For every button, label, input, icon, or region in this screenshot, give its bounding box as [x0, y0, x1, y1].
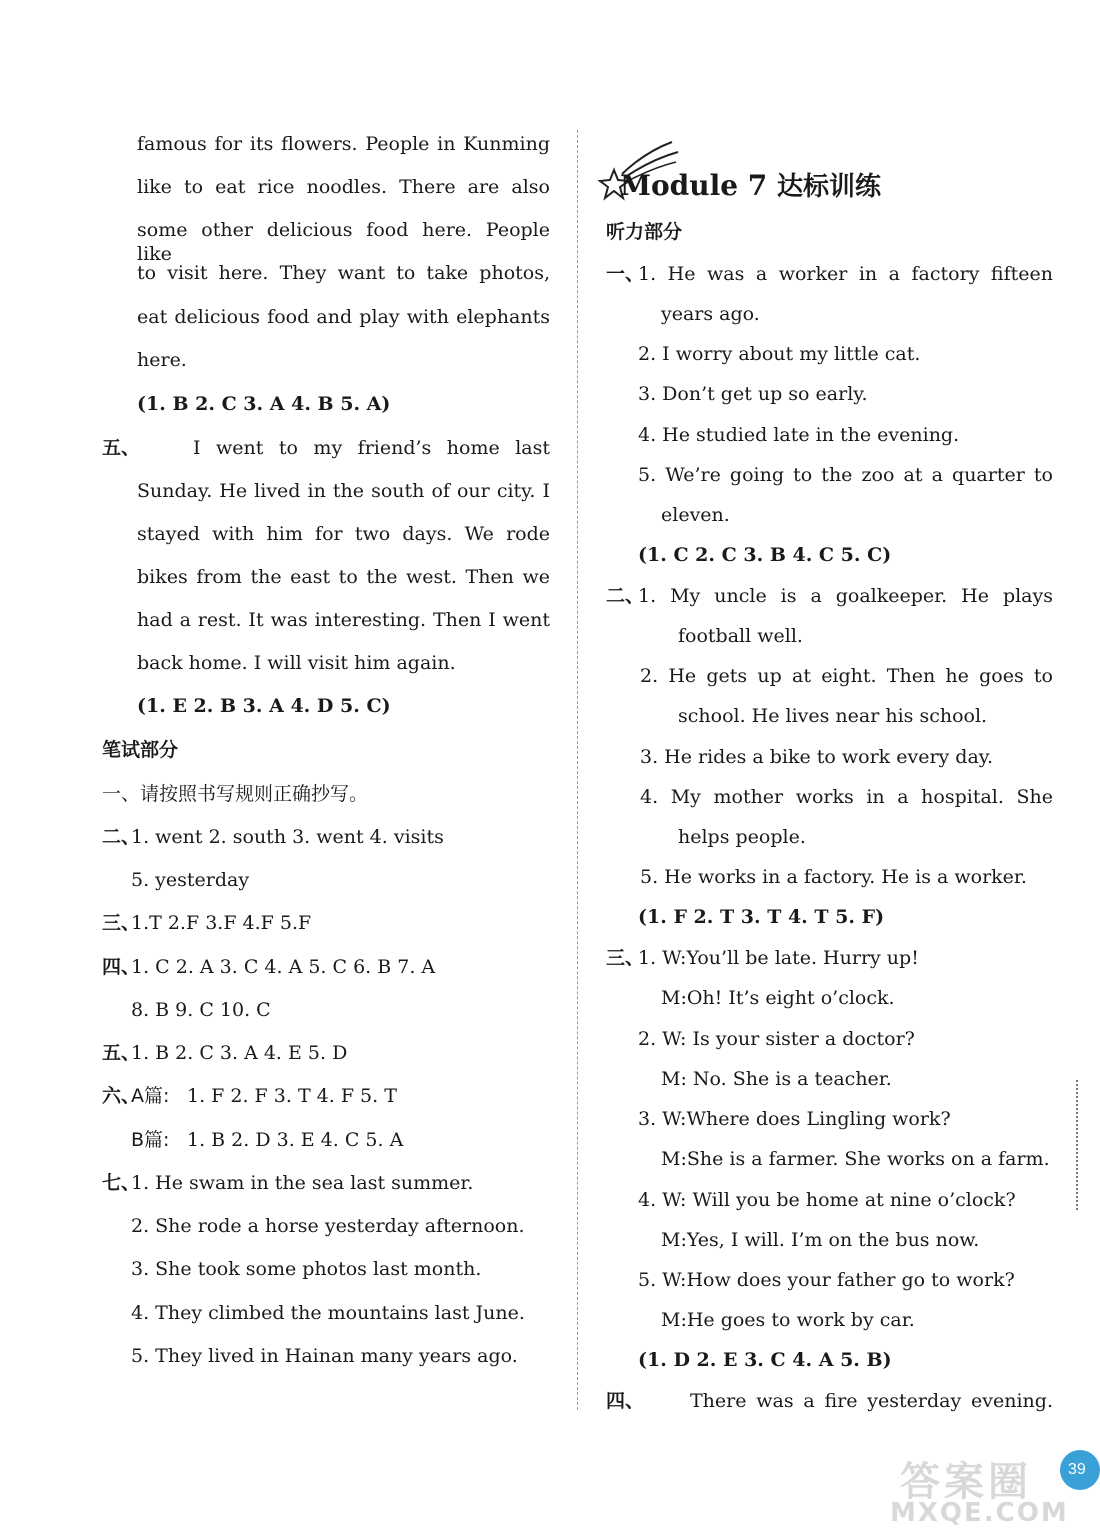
- answer-key: (1. E 2. B 3. A 4. D 5. C): [137, 695, 391, 717]
- column-divider: [577, 130, 578, 1410]
- answer-key: (1. D 2. E 3. C 4. A 5. B): [638, 1349, 892, 1371]
- text-line: 1. B 2. D 3. E 4. C 5. A: [187, 1129, 404, 1151]
- text-line: 2. She rode a horse yesterday afternoon.: [131, 1215, 525, 1237]
- text-line: I went to my friend’s home last: [193, 437, 550, 459]
- text-line: to visit here. They want to take photos,: [137, 262, 550, 284]
- text-line: stayed with him for two days. We rode: [137, 523, 550, 545]
- text-line: 一、请按照书写规则正确抄写。: [102, 783, 369, 805]
- text-line: 1. F 2. F 3. T 4. F 5. T: [187, 1085, 397, 1107]
- section-label: 七、: [102, 1172, 141, 1194]
- text-line: 5. W:How does your father go to work?: [638, 1269, 1015, 1291]
- text-line: 1. W:You’ll be late. Hurry up!: [638, 947, 919, 969]
- section-label: 六、: [102, 1085, 141, 1107]
- text-line: 5. He works in a factory. He is a worker.: [640, 866, 1027, 888]
- answer-key: (1. C 2. C 3. B 4. C 5. C): [638, 544, 892, 566]
- text-line: M:She is a farmer. She works on a farm.: [661, 1148, 1050, 1170]
- text-line: M:Oh! It’s eight o’clock.: [661, 987, 895, 1009]
- text-line: like to eat rice noodles. There are also: [137, 176, 550, 198]
- section-heading: 听力部分: [606, 221, 683, 243]
- text-line: 1. C 2. A 3. C 4. A 5. C 6. B 7. A: [131, 956, 436, 978]
- sub-label: B篇:: [131, 1129, 170, 1151]
- text-line: 4. They climbed the mountains last June.: [131, 1302, 525, 1324]
- section-label: 四、: [606, 1390, 645, 1412]
- section-label: 四、: [102, 956, 141, 978]
- sub-label: A篇:: [131, 1085, 170, 1107]
- section-label: 三、: [606, 947, 645, 969]
- text-line: here.: [137, 349, 187, 371]
- text-line: football well.: [678, 625, 803, 647]
- text-line: 3. She took some photos last month.: [131, 1258, 482, 1280]
- text-line: 1. He was a worker in a factory fifteen: [638, 263, 1053, 285]
- text-line: school. He lives near his school.: [678, 705, 988, 727]
- module-title: [620, 166, 881, 203]
- section-label: 二、: [102, 826, 141, 848]
- text-line: M:He goes to work by car.: [661, 1309, 915, 1331]
- text-line: M: No. She is a teacher.: [661, 1068, 892, 1090]
- text-line: back home. I will visit him again.: [137, 652, 456, 674]
- section-label: 二、: [606, 585, 645, 607]
- section-label: 一、: [606, 263, 645, 285]
- page-edge-mark: [1076, 1080, 1082, 1210]
- watermark: [880, 1450, 1080, 1530]
- answer-key: (1. B 2. C 3. A 4. B 5. A): [137, 393, 391, 415]
- text-line: 5. We’re going to the zoo at a quarter to: [638, 464, 1053, 486]
- answer-key: (1. F 2. T 3. T 4. T 5. F): [638, 906, 885, 928]
- text-line: helps people.: [678, 826, 806, 848]
- text-line: 8. B 9. C 10. C: [131, 999, 271, 1021]
- text-line: 3. Don’t get up so early.: [638, 383, 868, 405]
- text-line: 1. My uncle is a goalkeeper. He plays: [638, 585, 1053, 607]
- text-line: some other delicious food here. People like: [137, 219, 550, 265]
- text-line: 2. He gets up at eight. Then he goes to: [640, 665, 1053, 687]
- text-line: 4. My mother works in a hospital. She: [640, 786, 1053, 808]
- text-line: 3. W:Where does Lingling work?: [638, 1108, 951, 1130]
- section-heading: 笔试部分: [102, 739, 179, 761]
- text-line: 3. He rides a bike to work every day.: [640, 746, 994, 768]
- section-label: 五、: [102, 437, 141, 459]
- text-line: 4. W: Will you be home at nine o’clock?: [638, 1189, 1016, 1211]
- text-line: eleven.: [661, 504, 730, 526]
- text-line: 5. They lived in Hainan many years ago.: [131, 1345, 518, 1367]
- text-line: bikes from the east to the west. Then we: [137, 566, 550, 588]
- text-line: There was a fire yesterday evening.: [690, 1390, 1053, 1412]
- page-number: 39: [1060, 1450, 1100, 1490]
- watermark-url: MXQE.COM: [890, 1498, 1069, 1528]
- text-line: eat delicious food and play with elephants: [137, 306, 550, 328]
- section-label: 五、: [102, 1042, 141, 1064]
- text-line: M:Yes, I will. I’m on the bus now.: [661, 1229, 980, 1251]
- text-line: 1. went 2. south 3. went 4. visits: [131, 826, 444, 848]
- section-label: 三、: [102, 912, 141, 934]
- text-line: 1. B 2. C 3. A 4. E 5. D: [131, 1042, 348, 1064]
- text-line: 2. I worry about my little cat.: [638, 343, 921, 365]
- module-title-en: Module 7: [620, 169, 768, 202]
- text-line: years ago.: [661, 303, 760, 325]
- text-line: 1.T 2.F 3.F 4.F 5.F: [131, 912, 312, 934]
- text-line: 2. W: Is your sister a doctor?: [638, 1028, 915, 1050]
- text-line: had a rest. It was interesting. Then I went: [137, 609, 550, 631]
- text-line: Sunday. He lived in the south of our city. I: [137, 480, 550, 502]
- text-line: 4. He studied late in the evening.: [638, 424, 960, 446]
- module-title-cn: 达标训练: [777, 172, 882, 202]
- watermark-text: 答案圈: [900, 1459, 1032, 1505]
- text-line: 1. He swam in the sea last summer.: [131, 1172, 474, 1194]
- text-line: famous for its flowers. People in Kunming: [137, 133, 550, 155]
- text-line: 5. yesterday: [131, 869, 250, 891]
